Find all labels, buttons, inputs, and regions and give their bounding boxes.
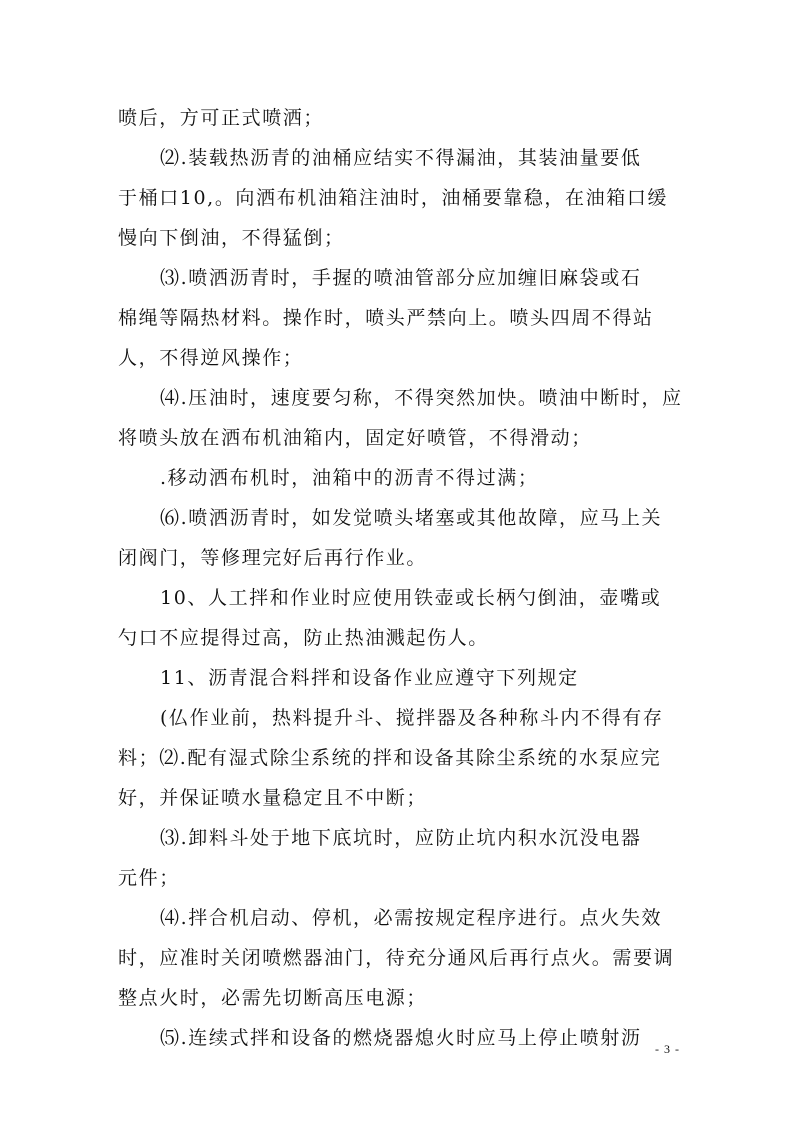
text-line: ⑶.喷洒沥青时，手握的喷油管部分应加缠旧麻袋或石 [160,267,642,289]
text-line: ⑶.卸料斗处于地下底坑时，应防止坑内积水沉没电器 [160,827,642,849]
text-line: 整点火时，必需先切断高压电源； [118,987,428,1009]
text-line: 棉绳等隔热材料。操作时，喷头严禁向上。喷头四周不得站 [118,307,654,329]
text-line: ⑷.压油时，速度要匀称，不得突然加快。喷油中断时，应 [160,387,683,409]
page-number: - 3 - [655,1042,680,1056]
text-line: 元件； [118,867,180,889]
text-line: 将喷头放在洒布机油箱内，固定好喷管，不得滑动； [118,427,592,449]
text-line: 于桶口10,。向洒布机油箱注油时，油桶要靠稳，在油箱口缓 [118,187,669,209]
text-line: 闭阀门，等修理完好后再行作业。 [118,547,428,569]
text-line: ⑸.连续式拌和设备的燃烧器熄火时应马上停止喷射沥 [160,1027,642,1049]
text-line: 慢向下倒油，不得猛倒； [118,227,345,249]
text-line: (仏作业前，热料提升斗、搅拌器及各种称斗内不得有存 [160,707,664,729]
text-line: 料；⑵.配有湿式除尘系统的拌和设备其除尘系统的水泵应完 [118,747,662,769]
text-line: 喷后，方可正式喷洒； [118,107,325,129]
text-line: 好，并保证喷水量稳定且不中断； [118,787,428,809]
text-line: ⑹.喷洒沥青时，如发觉喷头堵塞或其他故障，应马上关 [160,507,663,529]
text-line: 11、沥青混合料拌和设备作业应遵守下列规定 [160,667,579,689]
text-line: 勺口不应提得过高，防止热油溅起伤人。 [118,627,489,649]
text-line: .移动洒布机时，油箱中的沥青不得过满； [160,467,539,489]
text-line: ⑵.装载热沥青的油桶应结实不得漏油，其装油量要低 [160,147,642,169]
text-line: 时，应准时关闭喷燃器油门，待充分通风后再行点火。需要调 [118,947,675,969]
text-line: 10、人工拌和作业时应使用铁壶或长柄勺倒油，壶嘴或 [160,587,662,609]
text-line: ⑷.拌合机启动、停机，必需按规定程序进行。点火失效 [160,907,663,929]
text-line: 人，不得逆风操作； [118,347,304,369]
